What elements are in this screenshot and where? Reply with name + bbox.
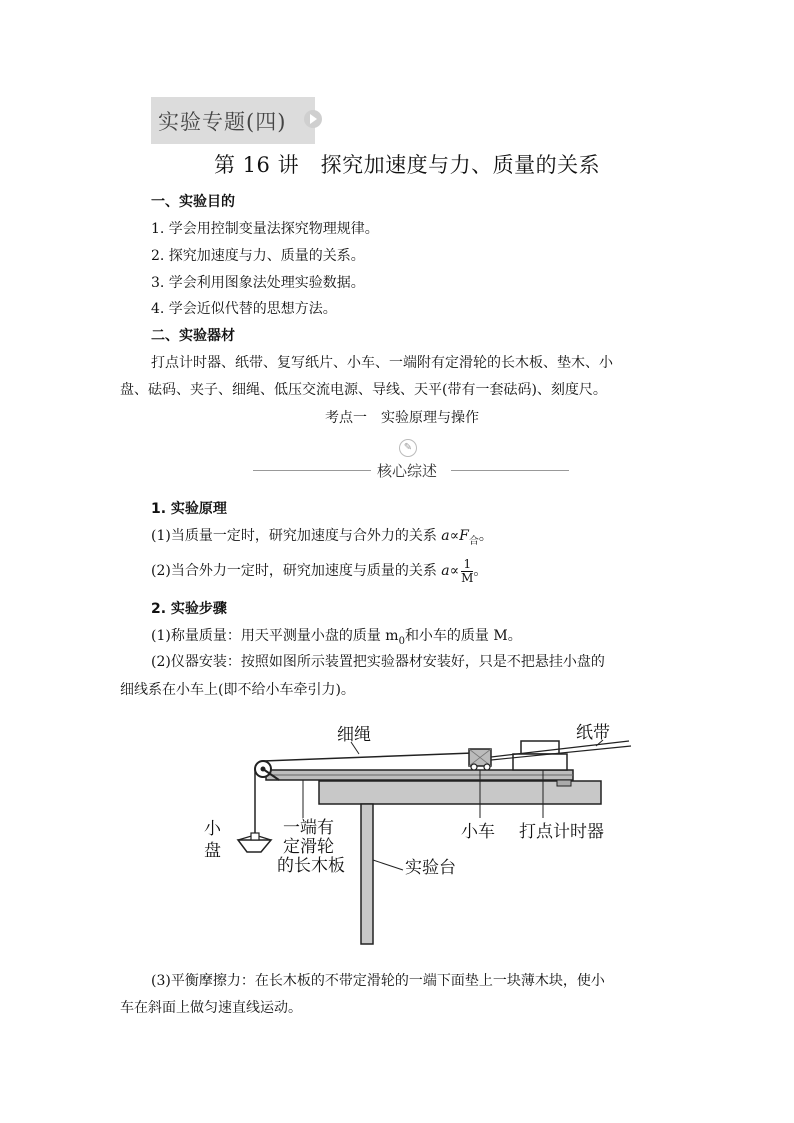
principle-item-2 — [151, 553, 487, 589]
purpose-item: 1. 学会用控制变量法探究物理规律。 — [151, 221, 379, 237]
formula: a∝ — [441, 563, 460, 579]
rope — [263, 753, 473, 761]
label-pan: 盘 — [204, 841, 221, 861]
label-long-board: 的长木板 — [277, 856, 345, 876]
equipment-line: 盘、砝码、夹子、细绳、低压交流电源、导线、天平(带有一套砝码)、刻度尺。 — [120, 382, 607, 398]
arrow-icon — [304, 110, 322, 128]
punctuation: 。 — [473, 563, 488, 579]
label-cart: 小车 — [461, 822, 495, 842]
apparatus-diagram — [191, 710, 636, 955]
punctuation: 。 — [478, 528, 493, 544]
apparatus-figure — [191, 710, 636, 955]
step-text: 和小车的质量 M。 — [404, 628, 522, 644]
fraction-denominator: M — [461, 570, 474, 585]
lab-table-leg — [361, 804, 373, 944]
step-2-line: 细线系在小车上(即不给小车牵引力)。 — [120, 682, 355, 698]
steps-heading: 2. 实验步骤 — [151, 601, 227, 617]
step-text: (1)称量质量：用天平测量小盘的质量 m — [151, 628, 399, 644]
principle-text: (1)当质量一定时，研究加速度与合外力的关系 — [151, 528, 442, 544]
formula-subscript: 合 — [468, 535, 479, 547]
label-pan: 小 — [204, 819, 221, 839]
core-summary-banner — [245, 435, 577, 491]
divider — [451, 470, 569, 471]
section-heading-purpose: 一、实验目的 — [151, 194, 235, 210]
step-2-line: (2)仪器安装：按照如图所示装置把实验器材安装好，只是不把悬挂小盘的 — [151, 654, 605, 670]
small-pan — [238, 840, 271, 852]
fraction-numerator: 1 — [461, 558, 473, 572]
purpose-item: 3. 学会利用图象法处理实验数据。 — [151, 275, 365, 291]
subscript: 0 — [398, 635, 405, 647]
label-long-board: 定滑轮 — [283, 837, 334, 857]
principle-text: (2)当合外力一定时，研究加速度与质量的关系 — [151, 563, 442, 579]
formula: a∝F — [441, 528, 469, 544]
topic-banner — [151, 97, 315, 144]
step-1 — [151, 626, 522, 652]
label-paper-tape: 纸带 — [576, 723, 610, 743]
core-summary-label: 核心综述 — [377, 462, 438, 480]
topic-label: 实验专题(四) — [158, 110, 287, 134]
label-long-board: 一端有 — [283, 818, 334, 838]
label-rope: 细绳 — [337, 725, 371, 745]
principle-heading: 1. 实验原理 — [151, 501, 227, 517]
step-3-line: (3)平衡摩擦力：在长木板的不带定滑轮的一端下面垫上一块薄木块，使小 — [151, 973, 605, 989]
compass-icon: ✎ — [399, 439, 417, 457]
equipment-line: 打点计时器、纸带、复写纸片、小车、一端附有定滑轮的长木板、垫木、小 — [151, 355, 613, 371]
purpose-item: 4. 学会近似代替的思想方法。 — [151, 301, 337, 317]
lesson-title: 第 16 讲 探究加速度与力、质量的关系 — [214, 153, 601, 177]
step-3-line: 车在斜面上做匀速直线运动。 — [120, 1000, 302, 1016]
label-lab-table: 实验台 — [405, 858, 456, 878]
divider — [253, 470, 371, 471]
fraction — [461, 558, 473, 585]
wood-block — [557, 780, 571, 786]
purpose-item: 2. 探究加速度与力、质量的关系。 — [151, 248, 365, 264]
kaodian-title: 考点一 实验原理与操作 — [325, 410, 479, 426]
dot-timer — [521, 741, 559, 754]
label-dot-timer: 打点计时器 — [519, 822, 604, 842]
principle-item-1 — [151, 526, 493, 552]
section-heading-equipment: 二、实验器材 — [151, 328, 235, 344]
